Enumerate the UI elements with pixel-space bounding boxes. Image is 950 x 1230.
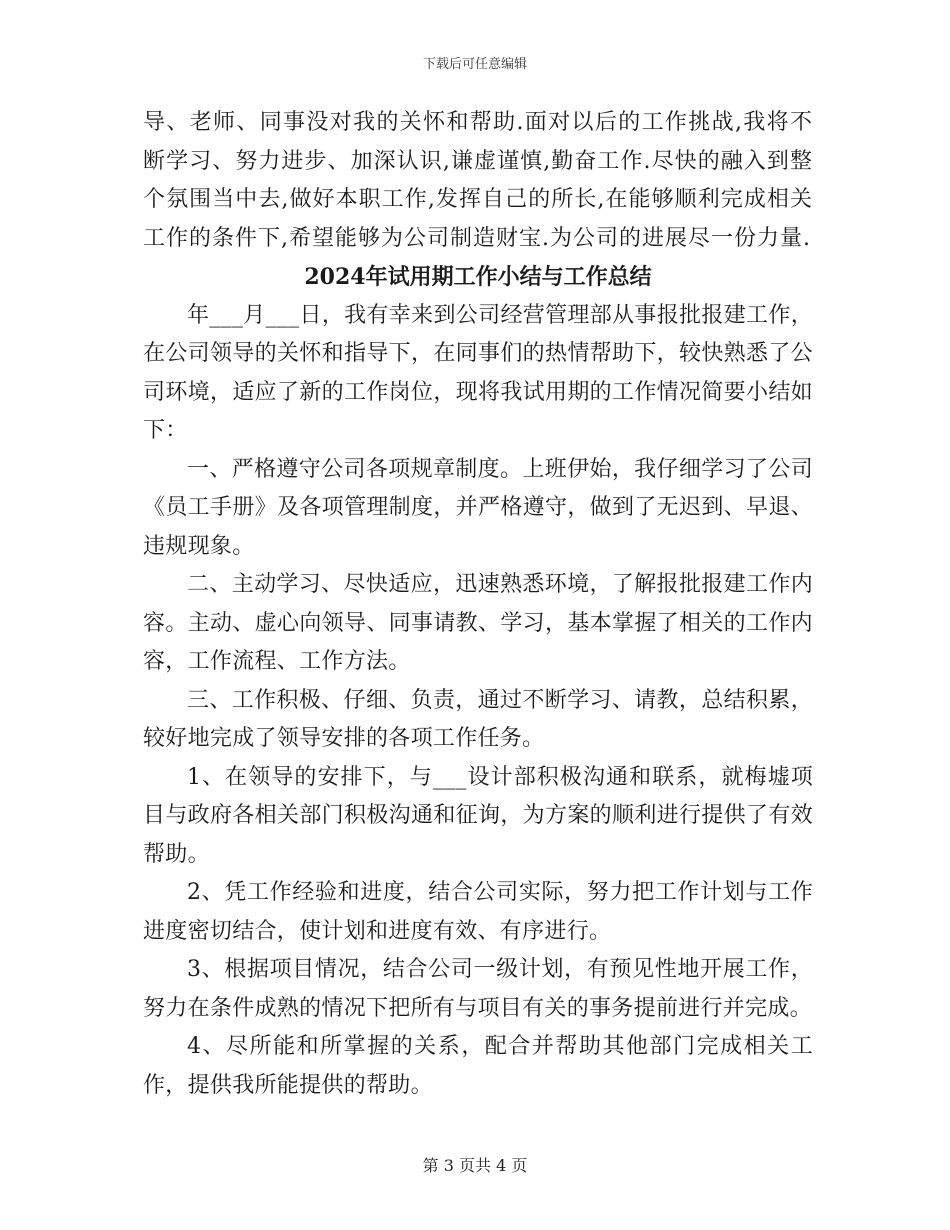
intro-paragraph: 年___月___日，我有幸来到公司经营管理部从事报批报建工作，在公司领导的关怀和指导下，在同事们的热情帮助下，较快熟悉了公司环境，适应了新的工作岗位，现将我试用期的工作情况简要小结如下： xyxy=(143,302,813,443)
item-two-paragraph: 2、凭工作经验和进度，结合公司实际，努力把工作计划与工作进度密切结合，使计划和进度有效、有序进行。 xyxy=(143,880,813,944)
item-one-paragraph: 1、在领导的安排下，与___设计部积极沟通和联系，就梅墟项目与政府各相关部门积极沟通和征询，为方案的顺利进行提供了有效帮助。 xyxy=(143,764,813,867)
carry-over-paragraph: 导、老师、同事没对我的关怀和帮助.面对以后的工作挑战,我将不断学习、努力进步、加深认识,谦虚谨慎,勤奋工作.尽快的融入到整个氛围当中去,做好本职工作,发挥自己的所长,在能够顺利完成相关工作的条件下,希望能够为公司制造财宝.为公司的进展尽一份力量. xyxy=(143,110,813,251)
page-number: 第 3 页共 4 页 xyxy=(422,1156,528,1175)
item-three-paragraph: 3、根据项目情况，结合公司一级计划，有预见性地开展工作，努力在条件成熟的情况下把所有与项目有关的事务提前进行并完成。 xyxy=(143,957,813,1021)
section-one-paragraph: 一、严格遵守公司各项规章制度。上班伊始，我仔细学习了公司《员工手册》及各项管理制度，并严格遵守，做到了无迟到、早退、违规现象。 xyxy=(143,456,813,559)
section-three-paragraph: 三、工作积极、仔细、负责，通过不断学习、请教，总结积累，较好地完成了领导安排的各项工作任务。 xyxy=(143,687,813,751)
item-four-paragraph: 4、尽所能和所掌握的关系，配合并帮助其他部门完成相关工作，提供我所能提供的帮助。 xyxy=(143,1034,813,1098)
page-header-note: 下载后可任意编辑 xyxy=(422,57,527,72)
document-title: 2024年试用期工作小结与工作总结 xyxy=(304,264,652,290)
document-body xyxy=(143,104,813,1105)
section-two-paragraph: 二、主动学习、尽快适应，迅速熟悉环境，了解报批报建工作内容。主动、虚心向领导、同事请教、学习，基本掌握了相关的工作内容，工作流程、工作方法。 xyxy=(143,572,813,674)
